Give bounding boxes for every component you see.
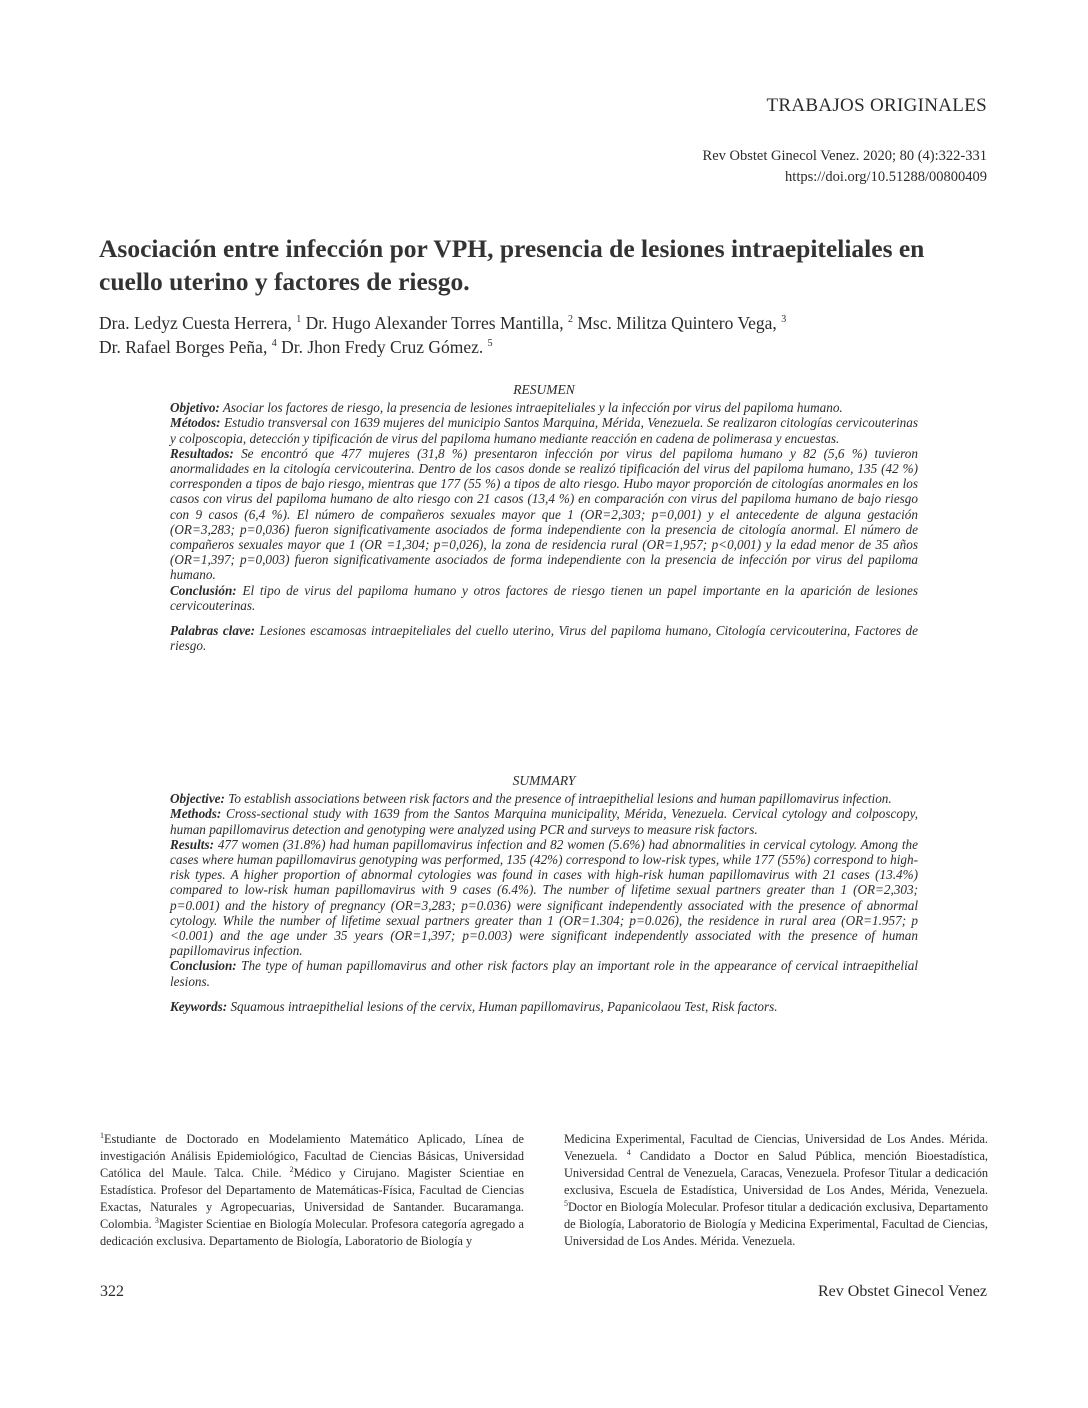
author-name: Dr. Rafael Borges Peña, (99, 337, 268, 357)
results-label: Results: (170, 836, 214, 852)
objective-text: To establish associations between risk factors and the presence of intraepithelial lesions and human papillomavirus infection. (224, 791, 892, 807)
footnote-3-continued: Medicina Experimental, Facultad de Ciencias, Universidad de Los Andes. Mérida. Venezuela. (564, 1132, 988, 1163)
summary-results (170, 837, 918, 959)
author-affiliation-marker: 3 (781, 314, 787, 326)
metodos-label: Métodos: (170, 415, 221, 431)
summary-conclusion (170, 958, 918, 988)
author-name: Dr. Hugo Alexander Torres Mantilla, (305, 313, 564, 333)
resultados-label: Resultados: (170, 445, 234, 461)
article-title: Asociación entre infección por VPH, presencia de lesiones intraepiteliales en cuello uterino y factores de riesgo. (99, 234, 925, 296)
footnotes-right-column (564, 1131, 988, 1250)
doi-link[interactable]: https://doi.org/10.51288/00800409 (785, 169, 987, 185)
author-affiliation-marker: 1 (296, 314, 302, 326)
footnote-2: Médico y Cirujano. Magister Scientiae en Estadística. Profesor del Departamento de Matemáticas-Física, Facultad de Ciencias Exactas, Naturales y Agropecuarias, Universidad de Santander. Bucaramanga. Colombia. (100, 1166, 524, 1231)
summary-heading: SUMMARY (512, 773, 576, 788)
author-name: Dr. Jhon Fredy Cruz Gómez. (281, 337, 484, 357)
objetivo-text: Asociar los factores de riesgo, la presencia de lesiones intraepiteliales y la infección por virus del papiloma humano. (219, 400, 843, 416)
resultados-text: Se encontró que 477 mujeres (31,8 %) presentaron infección por virus del papiloma humano y 82 (5,6 %) tuvieron anormalidades en la citología cervicouterina. Dentro de los casos donde se realizó tipificación del virus del papiloma humano, 135 (42 %) corresponden a tipos de bajo riesgo, mientras que 177 (55 %) a tipos de alto riesgo. Hubo mayor proporción de citologías anormales en los casos con virus del papiloma humano de alto riesgo con 21 casos (13,4 %) en comparación con virus del papiloma humano de bajo riesgo con 9 casos (6,4 %). El número de compañeros sexuales mayor que 1 (OR=2,303; p=0,001) y el antecedente de alguna gestación (OR=3,283; p=0,036) fueron significativamente asociados de forma independiente con la presencia de citología anormal. El número de compañeros sexuales mayor que 1 (OR =1,304; p=0,026), la zona de residencia rural (OR=1,957; p<0,001) y la edad menor de 35 años (OR=1,397; p=0,003) fueron significativamente asociados de forma independiente con la presencia de infección por virus del papiloma humano. (170, 445, 918, 583)
summary-methods (170, 806, 918, 836)
objective-label: Objective: (170, 791, 225, 807)
resumen-metodos (170, 415, 918, 445)
footnote-marker: 1 (100, 1130, 104, 1140)
methods-text: Cross-sectional study with 1639 from the Santos Marquina municipality, Mérida, Venezuela. Cervical cytology and colposcopy, human papillomavirus detection and genotyping were analyzed using PCR and surveys to measure risk factors. (170, 806, 918, 837)
authors-line-2 (99, 335, 999, 360)
footnote-marker: 3 (154, 1215, 159, 1225)
metodos-text: Estudio transversal con 1639 mujeres del municipio Santos Marquina, Mérida, Venezuela. Se realizaron citologías cervicouterinas y colposcopia, detección y tipificación de virus del papiloma humano mediante reacción en cadena de polimerasa y encuestas. (170, 415, 918, 446)
keywords-label: Keywords: (170, 998, 228, 1014)
journal-footer: Rev Obstet Ginecol Venez (818, 1283, 987, 1300)
palabras-clave-text: Lesiones escamosas intraepiteliales del cuello uterino, Virus del papiloma humano, Citología cervicouterina, Factores de riesgo. (170, 623, 918, 654)
footnote-marker: 5 (564, 1198, 568, 1208)
palabras-clave (170, 623, 918, 653)
conclusion-label: Conclusión: (170, 582, 237, 598)
footnote-1: Estudiante de Doctorado en Modelamiento Matemático Aplicado, Línea de investigación Análisis Epidemiológico, Facultad de Ciencias Básicas, Universidad Católica del Maule. Talca. Chile. (100, 1132, 524, 1180)
journal-citation: Rev Obstet Ginecol Venez. 2020; 80 (4):322-331 (702, 148, 987, 164)
keywords-text: Squamous intraepithelial lesions of the cervix, Human papillomavirus, Papanicolaou Test, Risk factors. (227, 998, 778, 1014)
author-name: Dra. Ledyz Cuesta Herrera, (99, 313, 292, 333)
authors-line-1 (99, 311, 999, 336)
author-affiliation-marker: 2 (568, 314, 573, 326)
palabras-clave-label: Palabras clave: (170, 623, 256, 639)
summary-abstract (170, 773, 918, 1014)
page-number: 322 (100, 1283, 124, 1300)
results-text: 477 women (31.8%) had human papillomavirus infection and 82 women (5.6%) had abnormalities in cervical cytology. Among the cases where human papillomavirus genotyping was performed, 135 (42%) correspond to low-risk types, while 177 (55%) correspond to high-risk types. A higher proportion of abnormal cytologies was found in cases with high-risk human papillomavirus with 21 cases (13.4%) compared to low-risk human papillomavirus with 9 cases (6.4%). The number of lifetime sexual partners greater than 1 (OR=2,303; p=0.001) and the history of pregnancy (OR=3,283; p=0.036) were significant independently associated with the presence of abnormal cytology. While the number of lifetime sexual partners greater than 1 (OR=1.304; p=0.026), the residence in rural area (OR=1.957; p <0.001) and the age under 35 years (OR=1,397; p=0.003) were significant independently associated with the presence of human papillomavirus infection. (170, 836, 918, 959)
section-label: TRABAJOS ORIGINALES (766, 95, 987, 116)
footnote-5: Doctor en Biología Molecular. Profesor titular a dedicación exclusiva, Departamento de Biología, Laboratorio de Biología y Medicina Experimental, Facultad de Ciencias, Universidad de Los Andes. Mérida. Venezuela. (564, 1200, 988, 1248)
conclusion-label-en: Conclusion: (170, 958, 237, 974)
resumen-abstract (170, 382, 918, 653)
author-affiliation-marker: 4 (271, 338, 277, 350)
keywords (170, 999, 918, 1014)
conclusion-text: El tipo de virus del papiloma humano y otros factores de riesgo tienen un papel importante en la aparición de lesiones cervicouterinas. (170, 582, 918, 613)
author-name: Msc. Militza Quintero Vega, (577, 313, 777, 333)
summary-objective (170, 791, 918, 806)
objetivo-label: Objetivo: (170, 400, 220, 416)
resumen-objetivo (170, 400, 918, 415)
footnote-4: Candidato a Doctor en Salud Pública, mención Bioestadística, Universidad Central de Venezuela, Caracas, Venezuela. Profesor Titular a dedicación exclusiva, Escuela de Estadística, Universidad de Los Andes, Mérida, Venezuela. (564, 1149, 988, 1197)
resumen-heading: RESUMEN (513, 382, 575, 397)
resumen-resultados (170, 446, 918, 583)
footnote-marker: 4 (626, 1147, 631, 1157)
footnote-3: Magister Scientiae en Biología Molecular. Profesora categoría agregado a dedicación exclusiva. Departamento de Biología, Laboratorio de Biología y (100, 1217, 524, 1248)
conclusion-text-en: The type of human papillomavirus and other risk factors play an important role in the appearance of cervical intraepithelial lesions. (170, 958, 918, 989)
footnote-marker: 2 (289, 1164, 294, 1174)
author-affiliation-marker: 5 (487, 338, 493, 350)
methods-label: Methods: (170, 806, 222, 822)
resumen-conclusion (170, 583, 918, 613)
footnotes-left-column (100, 1131, 524, 1250)
